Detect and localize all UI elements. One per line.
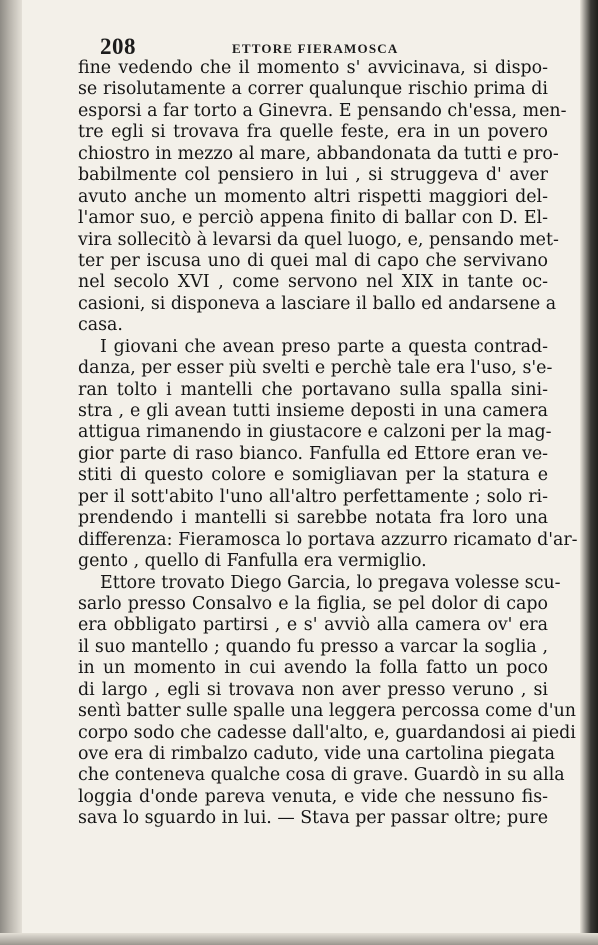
text-line: attigua rimanendo in giustacore e calzoni per la mag- xyxy=(78,422,552,443)
text-line: vira sollecitò à levarsi da quel luogo, e, pensando met- xyxy=(78,229,559,250)
paragraph-2 xyxy=(78,336,578,573)
text-line: gior parte di raso bianco. Fanfulla ed Ettore eran ve- xyxy=(78,443,548,464)
text-line: chiostro in mezzo al mare, abbandonata da tutti e pro- xyxy=(78,143,559,164)
text-line: stiti di questo colore e somigliavan per la statura e xyxy=(78,465,548,486)
text-line: casioni, si disponeva a lasciare il ballo ed andarsene a xyxy=(78,293,557,314)
text-line: era obbligato partirsi , e s' avviò alla camera ov' era xyxy=(78,615,548,636)
text-line: I giovani che avean preso parte a questa contrad- xyxy=(100,336,548,357)
page-edge-bottom xyxy=(0,933,598,945)
text-line: babilmente col pensiero in lui , si struggeva d' aver xyxy=(78,165,548,186)
text-line: ove era di rimbalzo caduto, vide una cartolina piegata xyxy=(78,744,555,764)
text-line: l'amor suo, e perciò appena finito di ballar con D. El- xyxy=(78,208,548,229)
text-line: danza, per esser più svelti e perchè tale era l'uso, s'e- xyxy=(78,358,553,379)
text-line: il suo mantello ; quando fu presso a varcar la soglia , xyxy=(78,636,548,657)
text-line: ran tolto i mantelli che portavano sulla spalla sini- xyxy=(78,379,548,400)
text-line: stra , e gli avean tutti insieme deposti in una camera xyxy=(78,401,548,421)
text-line: Ettore trovato Diego Garcia, lo pregava volesse scu- xyxy=(100,572,561,593)
text-line: di largo , egli si trovava non aver presso veruno , si xyxy=(78,679,548,700)
text-line: prendendo i mantelli si sarebbe notata fra loro una xyxy=(78,508,548,529)
text-line: ter per iscusa uno di quei mal di capo che servivano xyxy=(78,250,548,271)
text-line: casa. xyxy=(78,315,123,336)
book-spine-shadow xyxy=(0,0,22,945)
text-line: sava lo sguardo in lui. — Stava per passar oltre; pure xyxy=(78,808,548,829)
text-line: sarlo presso Consalvo e la figlia, se pel dolor di capo xyxy=(78,593,548,614)
paragraph-1 xyxy=(78,58,567,337)
page-number: 208 xyxy=(100,34,136,59)
running-title: ETTORE FIERAMOSCA xyxy=(232,41,399,56)
text-line: avuto anche un momento altri rispetti maggiori del- xyxy=(78,186,548,207)
text-line: tre egli si trovava fra quelle feste, era in un povero xyxy=(78,122,548,143)
text-line: sentì batter sulle spalle una leggera percossa come d'un xyxy=(78,701,576,722)
body-text xyxy=(78,58,578,830)
text-line: in un momento in cui avendo la folla fatto un poco xyxy=(78,658,548,679)
text-line: loggia d'onde pareva venuta, e vide che nessuno fis- xyxy=(78,786,548,807)
text-line: per il sott'abito l'uno all'altro perfettamente ; solo ri- xyxy=(78,486,548,507)
text-line: fine vedendo che il momento s' avvicinava, si dispo- xyxy=(78,58,548,78)
text-line: nel secolo XVI , come servono nel XIX in tante oc- xyxy=(78,272,548,293)
text-line: che conteneva qualche cosa di grave. Guardò in su alla xyxy=(78,765,565,786)
page-edge-right xyxy=(580,0,598,945)
paragraph-3 xyxy=(78,572,576,830)
text-line: corpo sodo che cadesse dall'alto, e, guardandosi ai piedi xyxy=(78,722,576,743)
page-header xyxy=(100,34,560,60)
text-line: se risolutamente a correr qualunque rischio prima di xyxy=(78,79,548,100)
text-line: esporsi a far torto a Ginevra. E pensando ch'essa, men- xyxy=(78,100,567,121)
text-line: differenza: Fieramosca lo portava azzurro ricamato d'ar- xyxy=(78,529,578,550)
text-line: gento , quello di Fanfulla era vermiglio. xyxy=(78,551,427,572)
